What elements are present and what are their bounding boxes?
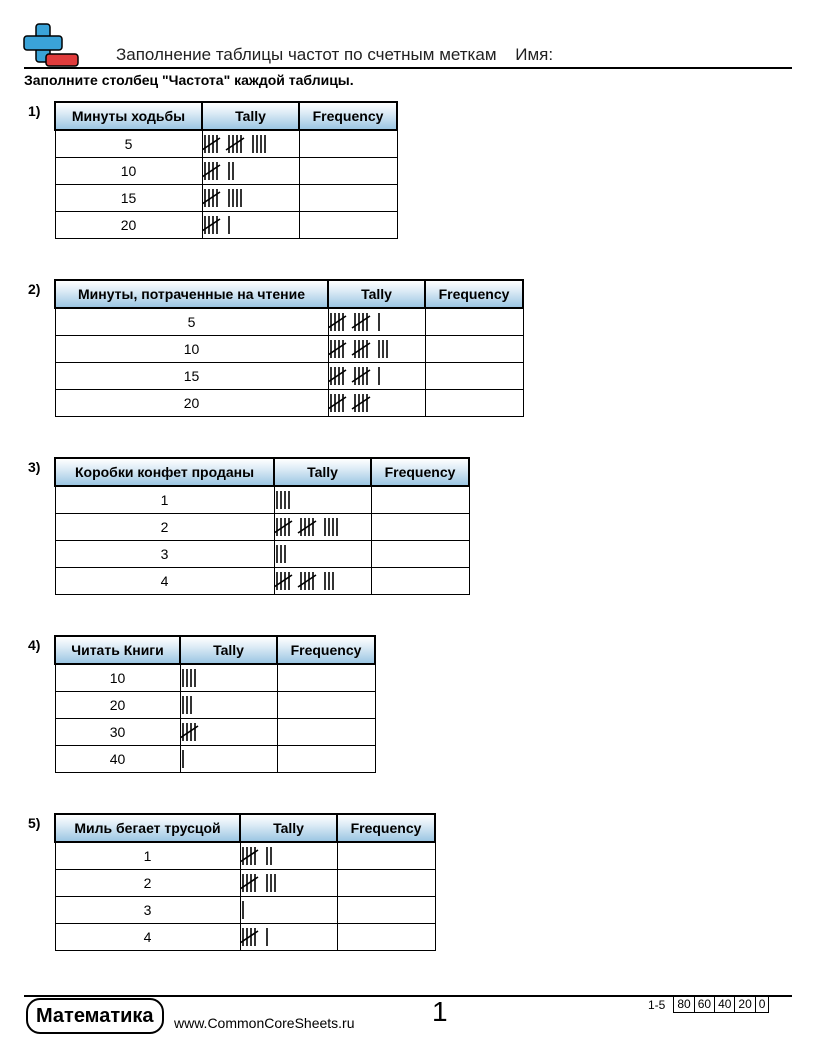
problem-3	[28, 457, 470, 595]
title-text: Заполнение таблицы частот по счетным меткам	[116, 45, 497, 64]
category-value: 1	[55, 842, 240, 870]
brand-badge: Математика	[26, 998, 164, 1034]
tally-marks	[180, 746, 277, 773]
frequency-header: Frequency	[277, 636, 375, 664]
frequency-cell[interactable]	[371, 514, 469, 541]
category-value: 5	[55, 130, 202, 158]
frequency-cell[interactable]	[337, 924, 435, 951]
frequency-cell[interactable]	[337, 842, 435, 870]
problem-1	[28, 101, 398, 239]
category-value: 30	[55, 719, 180, 746]
frequency-header: Frequency	[337, 814, 435, 842]
problem-number: 3)	[28, 459, 41, 475]
category-value: 10	[55, 336, 328, 363]
frequency-table	[54, 457, 470, 595]
frequency-table	[54, 279, 524, 417]
frequency-cell[interactable]	[299, 158, 397, 185]
tally-svg	[203, 133, 277, 155]
frequency-cell[interactable]	[337, 870, 435, 897]
tally-svg	[241, 926, 315, 948]
tally-svg	[329, 311, 403, 333]
table-row	[55, 390, 523, 417]
page-number: 1	[432, 996, 448, 1027]
tally-svg	[329, 365, 403, 387]
tally-header: Tally	[180, 636, 277, 664]
tally-marks	[240, 842, 337, 870]
tally-marks	[328, 336, 425, 363]
tally-header: Tally	[274, 458, 371, 486]
tally-svg	[181, 667, 255, 689]
frequency-cell[interactable]	[371, 541, 469, 568]
category-header: Читать Книги	[55, 636, 180, 664]
tally-svg	[181, 694, 255, 716]
tally-marks	[202, 130, 299, 158]
frequency-cell[interactable]	[425, 363, 523, 390]
score-range: 1-5	[648, 997, 666, 1012]
tally-svg	[181, 748, 255, 770]
table-row	[55, 185, 397, 212]
tally-svg	[203, 214, 277, 236]
tally-marks	[180, 719, 277, 746]
category-value: 5	[55, 308, 328, 336]
score-cell: 40	[714, 997, 734, 1012]
frequency-table	[54, 813, 436, 951]
problem-4	[28, 635, 376, 773]
tally-marks	[240, 870, 337, 897]
tally-svg	[329, 392, 403, 414]
frequency-cell[interactable]	[299, 130, 397, 158]
table-row	[55, 924, 435, 951]
tally-svg	[329, 338, 403, 360]
category-value: 20	[55, 212, 202, 239]
frequency-cell[interactable]	[299, 185, 397, 212]
category-value: 4	[55, 568, 274, 595]
frequency-cell[interactable]	[425, 336, 523, 363]
category-value: 15	[55, 363, 328, 390]
frequency-cell[interactable]	[277, 664, 375, 692]
frequency-cell[interactable]	[299, 212, 397, 239]
category-header: Миль бегает трусцой	[55, 814, 240, 842]
plus-minus-logo-icon	[22, 22, 80, 68]
problem-number: 4)	[28, 637, 41, 653]
category-value: 1	[55, 486, 274, 514]
tally-marks	[274, 541, 371, 568]
table-row	[55, 692, 375, 719]
category-header: Минуты, потраченные на чтение	[55, 280, 328, 308]
category-value: 20	[55, 390, 328, 417]
frequency-header: Frequency	[425, 280, 523, 308]
tally-marks	[202, 212, 299, 239]
table-row	[55, 719, 375, 746]
problem-2	[28, 279, 524, 417]
tally-marks	[240, 924, 337, 951]
tally-marks	[180, 692, 277, 719]
table-row	[55, 664, 375, 692]
category-value: 2	[55, 514, 274, 541]
table-row	[55, 486, 469, 514]
tally-svg	[241, 899, 315, 921]
category-header: Коробки конфет проданы	[55, 458, 274, 486]
tally-marks	[180, 664, 277, 692]
table-row	[55, 212, 397, 239]
tally-header: Tally	[240, 814, 337, 842]
frequency-cell[interactable]	[425, 390, 523, 417]
table-row	[55, 541, 469, 568]
instructions: Заполните столбец "Частота" каждой таблицы.	[24, 72, 354, 88]
category-value: 2	[55, 870, 240, 897]
tally-svg	[241, 872, 315, 894]
frequency-cell[interactable]	[277, 746, 375, 773]
tally-marks	[202, 158, 299, 185]
header-divider	[24, 67, 792, 69]
problem-number: 5)	[28, 815, 41, 831]
tally-svg	[241, 845, 315, 867]
tally-svg	[275, 489, 349, 511]
score-cells	[673, 996, 769, 1013]
tally-svg	[203, 160, 277, 182]
table-row	[55, 897, 435, 924]
score-box	[648, 996, 769, 1013]
table-row	[55, 308, 523, 336]
worksheet-title	[116, 45, 553, 65]
score-cell: 0	[755, 997, 769, 1012]
score-cell: 60	[694, 997, 714, 1012]
tally-svg	[181, 721, 255, 743]
table-row	[55, 336, 523, 363]
name-label: Имя:	[515, 45, 554, 64]
category-value: 10	[55, 664, 180, 692]
table-row	[55, 158, 397, 185]
table-row	[55, 842, 435, 870]
category-value: 3	[55, 541, 274, 568]
tally-marks	[328, 308, 425, 336]
frequency-header: Frequency	[371, 458, 469, 486]
tally-marks	[274, 568, 371, 595]
category-value: 3	[55, 897, 240, 924]
tally-svg	[275, 516, 349, 538]
tally-svg	[203, 187, 277, 209]
category-value: 15	[55, 185, 202, 212]
category-value: 4	[55, 924, 240, 951]
table-row	[55, 363, 523, 390]
table-row	[55, 514, 469, 541]
problem-number: 2)	[28, 281, 41, 297]
table-row	[55, 130, 397, 158]
tally-marks	[274, 486, 371, 514]
score-cell: 20	[734, 997, 754, 1012]
tally-svg	[275, 570, 349, 592]
frequency-table	[54, 635, 376, 773]
frequency-header: Frequency	[299, 102, 397, 130]
table-row	[55, 746, 375, 773]
tally-header: Tally	[202, 102, 299, 130]
tally-marks	[274, 514, 371, 541]
tally-marks	[328, 363, 425, 390]
tally-marks	[328, 390, 425, 417]
site-link[interactable]: www.CommonCoreSheets.ru	[174, 1015, 355, 1031]
tally-svg	[275, 543, 349, 565]
category-value: 10	[55, 158, 202, 185]
frequency-cell[interactable]	[277, 719, 375, 746]
category-value: 20	[55, 692, 180, 719]
frequency-cell[interactable]	[371, 568, 469, 595]
score-cell: 80	[677, 997, 691, 1011]
tally-header: Tally	[328, 280, 425, 308]
frequency-cell[interactable]	[337, 897, 435, 924]
category-header: Минуты ходьбы	[55, 102, 202, 130]
tally-marks	[240, 897, 337, 924]
frequency-cell[interactable]	[425, 308, 523, 336]
table-row	[55, 870, 435, 897]
frequency-cell[interactable]	[371, 486, 469, 514]
frequency-table	[54, 101, 398, 239]
category-value: 40	[55, 746, 180, 773]
problem-number: 1)	[28, 103, 41, 119]
table-row	[55, 568, 469, 595]
frequency-cell[interactable]	[277, 692, 375, 719]
tally-marks	[202, 185, 299, 212]
problem-5	[28, 813, 436, 951]
